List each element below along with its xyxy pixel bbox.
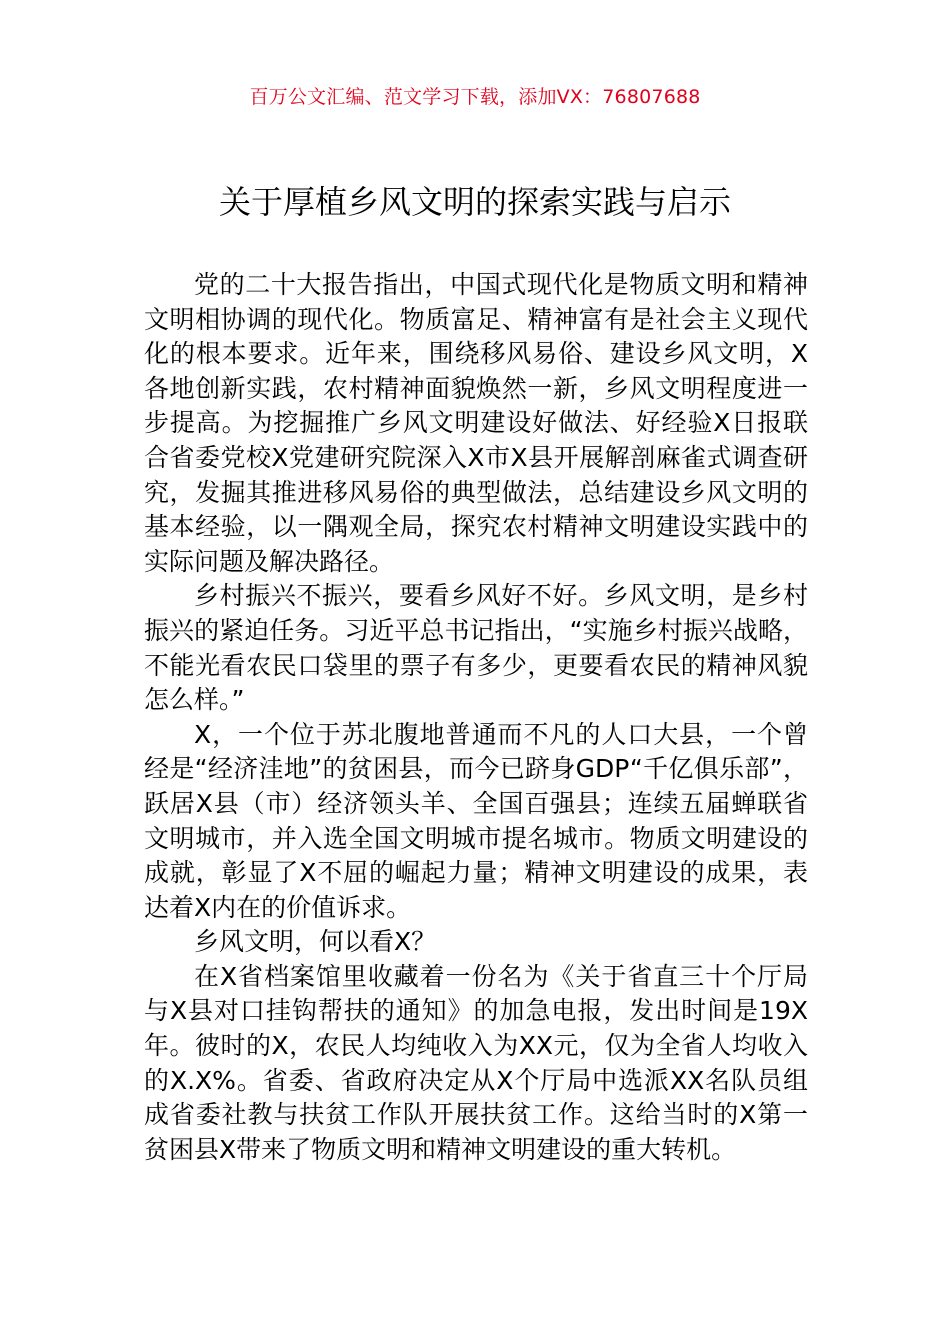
paragraph-2: 乡村振兴不振兴，要看乡风好不好。乡风文明，是乡村振兴的紧迫任务。习近平总书记指出，“实施乡村振兴战略，不能光看农民口袋里的票子有多少，更要看农民的精神风貌怎么样。” — [144, 581, 808, 715]
document-body — [144, 268, 808, 1167]
paragraph-5: 在X省档案馆里收藏着一份名为《关于省直三十个厅局与X县对口挂钩帮扶的通知》的加急电报，发出时间是19X年。彼时的X，农民人均纯收入为XX元，仅为全省人均收入的X.X%。省委、省政府决定从X个厅局中选派XX名队员组成省委社教与扶贫工作队开展扶贫工作。这给当时的X第一贫困县X带来了物质文明和精神文明建设的重大转机。 — [144, 961, 808, 1164]
document-title: 关于厚植乡风文明的探索实践与启示 — [218, 183, 731, 221]
paragraph-1: 党的二十大报告指出，中国式现代化是物质文明和精神文明相协调的现代化。物质富足、精神富有是社会主义现代化的根本要求。近年来，围绕移风易俗、建设乡风文明，X各地创新实践，农村精神面貌焕然一新，乡风文明程度进一步提高。为挖掘推广乡风文明建设好做法、好经验X日报联合省委党校X党建研究院深入X市X县开展解剖麻雀式调查研究，发掘其推进移风易俗的典型做法，总结建设乡风文明的基本经验，以一隅观全局，探究农村精神文明建设实践中的实际问题及解决路径。 — [144, 270, 808, 576]
paragraph-3: X，一个位于苏北腹地普通而不凡的人口大县，一个曾经是“经济洼地”的贫困县，而今已跻身GDP“千亿俱乐部”，跃居X县（市）经济领头羊、全国百强县；连续五届蝉联省文明城市，并入选全国文明城市提名城市。物质文明建设的成就，彰显了X不屈的崛起力量；精神文明建设的成果，表达着X内在的价值诉求。 — [144, 719, 808, 922]
header-promo-note: 百万公文汇编、范文学习下载，添加VX：76807688 — [249, 86, 701, 108]
paragraph-4: 乡风文明，何以看X？ — [194, 927, 437, 957]
